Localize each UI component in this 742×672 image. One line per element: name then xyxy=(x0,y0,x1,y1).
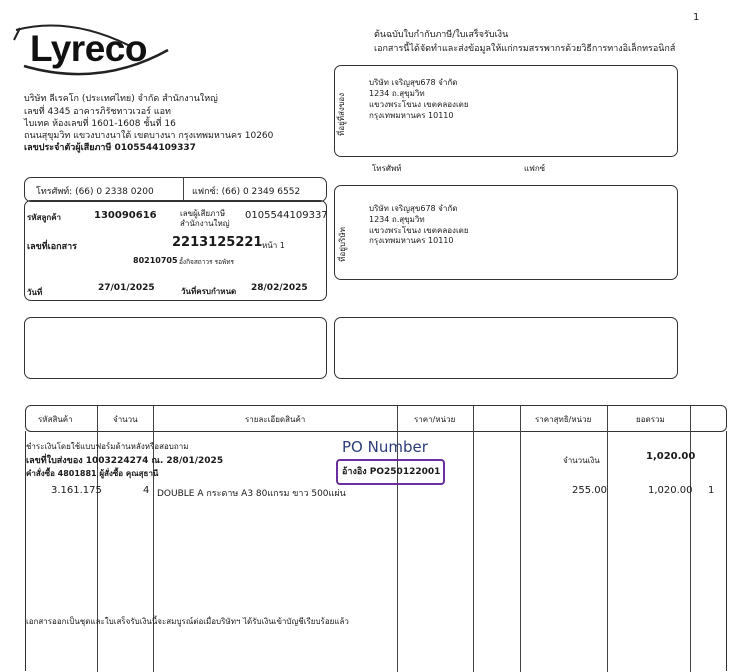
due-date-label: วันที่ครบกำหนด xyxy=(181,287,237,296)
shipping-street: 1234 ถ.สุขุมวิท xyxy=(369,89,425,98)
order-line: คำสั่งซื้อ 4801881 ผู้สั่งซื้อ คุณสุธานี xyxy=(26,469,159,478)
item-total: 1,020.00 xyxy=(648,485,693,496)
customer-code: 130090616 xyxy=(94,210,157,221)
seller-tax-id: เลขประจำตัวผู้เสียภาษี 0105544109337 xyxy=(24,143,196,153)
header-net-price: ราคาสุทธิ/หน่วย xyxy=(535,415,592,424)
amount-label: จำนวนเงิน xyxy=(563,456,600,465)
billing-street: 1234 ถ.สุขุมวิท xyxy=(369,215,425,224)
po-number-label: PO Number xyxy=(342,438,428,456)
item-tax-code: 1 xyxy=(708,485,715,496)
seller-address-2: ไบเทค ห้องเลขที่ 1601-1608 ชั้นที่ 16 xyxy=(24,119,176,129)
customer-code-label: รหัสลูกค้า xyxy=(27,213,62,222)
page-label: หน้า 1 xyxy=(262,241,285,250)
billing-name: บริษัท เจริญสุข678 จำกัด xyxy=(369,204,458,213)
taxpayer-label-2: สำนักงานใหญ่ xyxy=(180,219,230,228)
seller-address-3: ถนนสุขุมวิท แขวงบางนาใต้ เขตบางนา กรุงเทพมหานคร 10260 xyxy=(24,131,274,141)
po-reference: อ้างอิง PO250122001 xyxy=(342,467,441,477)
document-type-title: ต้นฉบับใบกำกับภาษี/ใบเสร็จรับเงิน xyxy=(374,30,509,40)
contact-phone: โทรศัพท์: (66) 0 2338 0200 xyxy=(36,187,154,197)
item-qty: 4 xyxy=(143,485,150,496)
ref-code: 80210705 xyxy=(133,256,178,265)
shipping-name: บริษัท เจริญสุข678 จำกัด xyxy=(369,78,458,87)
item-code: 3.161.175 xyxy=(51,485,102,496)
taxpayer-id: 0105544109337 xyxy=(245,210,328,221)
taxpayer-label-1: เลขผู้เสียภาษี xyxy=(180,209,226,218)
shipping-fax-label: แฟกซ์ xyxy=(524,164,546,173)
invoice-date: 27/01/2025 xyxy=(98,283,155,293)
shipping-phone-label: โทรศัพท์ xyxy=(372,164,402,173)
header-qty: จำนวน xyxy=(113,415,138,424)
shipping-side-label: ที่อยู่ที่ส่งของ xyxy=(337,92,347,137)
header-total: ยอดรวม xyxy=(636,415,665,424)
due-date: 28/02/2025 xyxy=(251,283,308,293)
contact-fax: แฟกซ์: (66) 0 2349 6552 xyxy=(192,187,301,197)
empty-box-right xyxy=(334,317,678,379)
header-unit-price: ราคา/หน่วย xyxy=(414,415,456,424)
item-net-price: 255.00 xyxy=(572,485,607,496)
footer-note: เอกสารออกเป็นชุดและใบเสร็จรับเงินนี้จะสมบูรณ์ต่อเมื่อบริษัทฯ ได้รับเงินเข้าบัญชีเรียบร้อยแล้ว xyxy=(26,617,349,626)
billing-city: กรุงเทพมหานคร 10110 xyxy=(369,236,454,245)
e-tax-note: เอกสารนี้ได้จัดทำและส่งข้อมูลให้แก่กรมสรรพากรด้วยวิธีการทางอิเล็กทรอนิกส์ xyxy=(374,44,676,54)
seller-company: บริษัท ลีเรคโก (ประเทศไทย) จำกัด สำนักงานใหญ่ xyxy=(24,94,218,104)
ref-note: อั้งกิจสถาวร รอพัทร xyxy=(179,258,235,266)
doc-no-label: เลขที่เอกสาร xyxy=(27,242,77,252)
header-desc: รายละเอียดสินค้า xyxy=(245,415,306,424)
billing-side-label: ที่อยู่บริษัท xyxy=(337,227,347,262)
amount-value: 1,020.00 xyxy=(646,451,696,462)
seller-address-1: เลขที่ 4345 อาคารภิรัชทาวเวอร์ แอท xyxy=(24,107,171,117)
doc-no: 2213125221 xyxy=(172,235,263,250)
delivery-line: เลขที่ใบส่งของ 1003224274 ณ. 28/01/2025 xyxy=(26,456,224,466)
shipping-district: แขวงพระโขนง เขตคลองเตย xyxy=(369,100,469,109)
date-label: วันที่ xyxy=(27,288,43,297)
shipping-city: กรุงเทพมหานคร 10110 xyxy=(369,111,454,120)
item-description: DOUBLE A กระดาษ A3 80แกรม ขาว 500แผ่น xyxy=(157,489,346,499)
payment-note: ชำระเงินโดยใช้แบบฟอร์มด้านหลังหรือสอบถาม xyxy=(26,442,189,451)
page-number: 1 xyxy=(693,12,700,23)
billing-district: แขวงพระโขนง เขตคลองเตย xyxy=(369,226,469,235)
header-code: รหัสสินค้า xyxy=(38,415,73,424)
logo-text: Lyreco xyxy=(30,28,147,69)
empty-box-left xyxy=(24,317,327,379)
